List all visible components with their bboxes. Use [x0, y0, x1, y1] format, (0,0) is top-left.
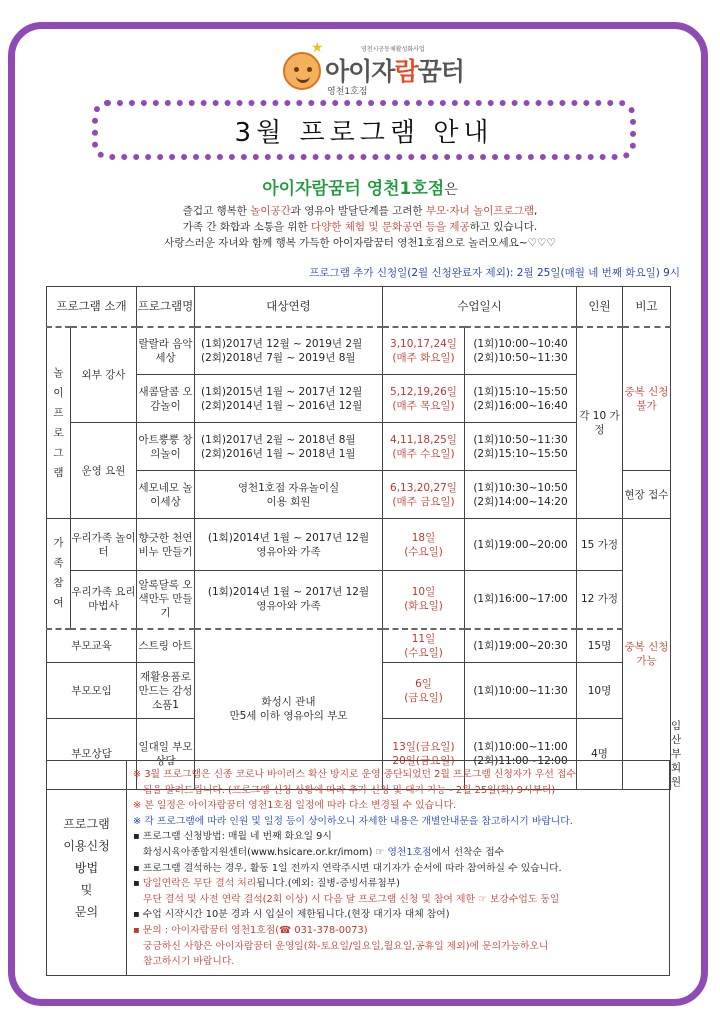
star-icon: ★ — [311, 40, 324, 56]
logo-branch: 영천1호점 — [327, 87, 368, 97]
class-dates: 13일(금요일) 20일(금요일) — [383, 719, 465, 790]
people: 12 가정 — [577, 571, 623, 629]
col-header-program: 프로그램명 — [137, 287, 195, 327]
note-item: ※ 본 일정은 아이자람꿈터 영천1호점 일정에 따라 다소 변경될 수 있습니다. — [133, 800, 457, 812]
note-item: ▪ 당일연락은 무단 결석 처리됩니다.(예외: 질병-증빙서류첨부) — [133, 878, 400, 890]
note-item: ▪ 문의 : 아이자람꿈터 영천1호점(☎ 031-378-0073) — [133, 924, 368, 936]
class-times: (1회)10:30~10:50 (2회)14:00~14:20 — [465, 471, 577, 519]
note-item: ※ 각 프로그램에 따라 인원 및 일정 등이 상이하오니 자세한 내용은 개별안내문을 참고하시기 바랍니다. — [133, 815, 573, 827]
target-age: (1회)2015년 1월 ~ 2017년 12월 (2회)2014년 1월 ~ 2016년 12월 — [195, 375, 383, 423]
title-box — [92, 100, 636, 160]
col-header-category: 프로그램 소개 — [47, 287, 137, 327]
note-item: ▪ 프로그램 결석하는 경우, 활동 1일 전까지 연락주시면 대기자가 순서에 따라 참여하실 수 있습니다. — [133, 862, 562, 874]
note-item: 화성시육아종합지원센터(www.hsicare.or.kr/imom) ☞ 영천1호점에서 선착순 접수 — [143, 846, 505, 858]
program-name: 새콤달콤 오감놀이 — [137, 375, 195, 423]
table-row — [47, 629, 671, 663]
target-age: 화성시 관내 만5세 이하 영유아의 부모 — [195, 629, 383, 790]
note-onsite: 현장 접수 — [623, 471, 671, 519]
intro-heading: 아이자람꿈터 영천1호점 — [262, 179, 445, 199]
target-age: (1회)2017년 12월 ~ 2019년 2월 (2회)2018년 7월 ~ 2019년 8월 — [195, 327, 383, 375]
note-item: 참고하시기 바랍니다. — [143, 956, 235, 968]
notes-list — [133, 767, 665, 970]
people-common: 각 10 가정 — [577, 327, 623, 519]
logo-name: 아이자람꿈터 — [325, 57, 464, 86]
program-name: 아트뿡뿡 창의놀이 — [137, 423, 195, 471]
note-item: ※ 3월 프로그램은 신종 코로나 바이러스 확산 방지로 운영 중단되었던 2월 프로그램 신청자가 우선 접수 — [133, 769, 576, 780]
group-parent-meet: 부모모임 — [47, 663, 137, 719]
page-title: 3월 프로그램 안내 — [234, 117, 494, 148]
class-times: (1회)19:00~20:00 — [465, 519, 577, 571]
class-times: (1회)10:00~10:40 (2회)10:50~11:30 — [465, 327, 577, 375]
group-play: 놀이프로그램 — [47, 327, 71, 519]
program-name: 알록달록 오색만두 만들기 — [137, 571, 195, 629]
logo-sublabel: 영천시공동체활성화사업 — [361, 46, 425, 53]
class-dates: 4,11,18,25일 (매주 수요일) — [383, 423, 465, 471]
intro-line-1: 즐겁고 행복한 놀이공간과 영유아 발달단계를 고려한 부모·자녀 놀이프로그램, — [182, 205, 538, 217]
note-item: 궁금하신 사항은 아이자람꿈터 운영일(화-토요일/일요일,월요일,공휴일 제외)에 문의가능하오니 — [143, 940, 549, 952]
notes-section — [46, 760, 670, 976]
target-age: (1회)2017년 2월 ~ 2018년 8월 (2회)2016년 1월 ~ 2018년 1월 — [195, 423, 383, 471]
note-item: ▪ 수업 시작시간 10분 경과 시 입실이 제한됩니다.(현장 대기자 대체 참여) — [133, 909, 450, 921]
people: 15명 — [577, 629, 623, 663]
col-header-schedule: 수업일시 — [383, 287, 577, 327]
logo — [283, 38, 473, 98]
table-row — [47, 327, 671, 375]
program-name: 스트링 아트 — [137, 629, 195, 663]
class-times: (1회)10:00~11:30 — [465, 663, 577, 719]
class-times: (1회)15:10~15:50 (2회)16:00~16:40 — [465, 375, 577, 423]
intro-line-2: 가족 간 화합과 소통을 위한 다양한 체험 및 문화공연 등을 제공하고 있습니다. — [182, 221, 538, 233]
class-dates: 18일 (수요일) — [383, 519, 465, 571]
group-outside: 외부 강사 — [71, 327, 137, 423]
people: 10명 — [577, 663, 623, 719]
group-family: 가족참여 — [47, 519, 71, 629]
people: 15 가정 — [577, 519, 623, 571]
intro: 아이자람꿈터 영천1호점은 즐겁고 행복한 놀이공간과 영유아 발달단계를 고려한 부모·자녀 놀이프로그램, 가족 간 화합과 소통을 위한 다양한 체험 및 문화공연 등을 제공하고 있습니다. 사랑스러운 자녀와 함께 행복 가득한 아이자람꿈터 영천1호점으로 놀러오세요~♡♡♡ — [40, 174, 680, 251]
note-outside: 중복 신청 불가 — [623, 327, 671, 471]
note-item: 됨을 알려드립니다. (프로그램 신청 상황에 따라 추가 신청 및 대기 가능 - 2월 25일(화) 9시부터) — [143, 784, 556, 796]
group-ops: 운영 요원 — [71, 423, 137, 519]
class-dates: 5,12,19,26일 (매주 목요일) — [383, 375, 465, 423]
schedule-table — [46, 286, 671, 790]
target-age: (1회)2014년 1월 ~ 2017년 12월 영유아와 가족 — [195, 571, 383, 629]
logo-face-icon — [283, 52, 321, 90]
note-item: ▪ 프로그램 신청방법: 매월 네 번째 화요일 9시 — [133, 831, 332, 843]
class-dates: 3,10,17,24일 (매주 화요일) — [383, 327, 465, 375]
group-family-cook: 우리가족 요리 마법사 — [71, 571, 137, 629]
group-parent-consult: 부모상담 — [47, 719, 137, 790]
notes-label: 프로그램 이용신청 방법 및 문의 — [47, 761, 127, 975]
class-dates: 6일 (금요일) — [383, 663, 465, 719]
program-name: 랄랄라 음악세상 — [137, 327, 195, 375]
table-row — [47, 571, 671, 629]
note-item: 무단 결석 및 사전 연락 결석(2회 이상) 시 다음 달 프로그램 신청 및 참여 제한 ☞ 보강수업도 동일 — [143, 893, 560, 905]
note-family: 중복 신청 가능 — [623, 519, 671, 790]
target-age: (1회)2014년 1월 ~ 2017년 12월 영유아와 가족 — [195, 519, 383, 571]
group-parent-edu: 부모교육 — [47, 629, 137, 663]
table-header-row — [47, 287, 671, 327]
add-signup-info: 프로그램 추가 신청일(2월 신청완료자 제외): 2월 25일(매월 네 번째 화요일) 9시 — [309, 267, 680, 279]
intro-line-3: 사랑스러운 자녀와 함께 행복 가득한 아이자람꿈터 영천1호점으로 놀러오세요~♡♡♡ — [164, 237, 556, 249]
program-name: 향긋한 천연비누 만들기 — [137, 519, 195, 571]
class-times: (1회)19:00~20:30 — [465, 629, 577, 663]
class-dates: 11일 (수요일) — [383, 629, 465, 663]
class-times: (1회)16:00~17:00 — [465, 571, 577, 629]
class-times: (1회)10:00~11:00 (2회)11:00~12:00 — [465, 719, 577, 790]
col-header-target: 대상연령 — [195, 287, 383, 327]
people: 4명 — [577, 719, 623, 790]
table-row — [47, 519, 671, 571]
program-name: 일대일 부모상담 — [137, 719, 195, 790]
class-times: (1회)10:50~11:30 (2회)15:10~15:50 — [465, 423, 577, 471]
program-name: 세모네모 놀이세상 — [137, 471, 195, 519]
group-family-theater: 우리가족 놀이터 — [71, 519, 137, 571]
program-name: 재활용품로 만드는 감성소품1 — [137, 663, 195, 719]
col-header-people: 인원 — [577, 287, 623, 327]
class-dates: 6,13,20,27일 (매주 금요일) — [383, 471, 465, 519]
target-age: 영천1호점 자유놀이실 이용 회원 — [195, 471, 383, 519]
col-header-note: 비고 — [623, 287, 671, 327]
class-dates: 10일 (화요일) — [383, 571, 465, 629]
